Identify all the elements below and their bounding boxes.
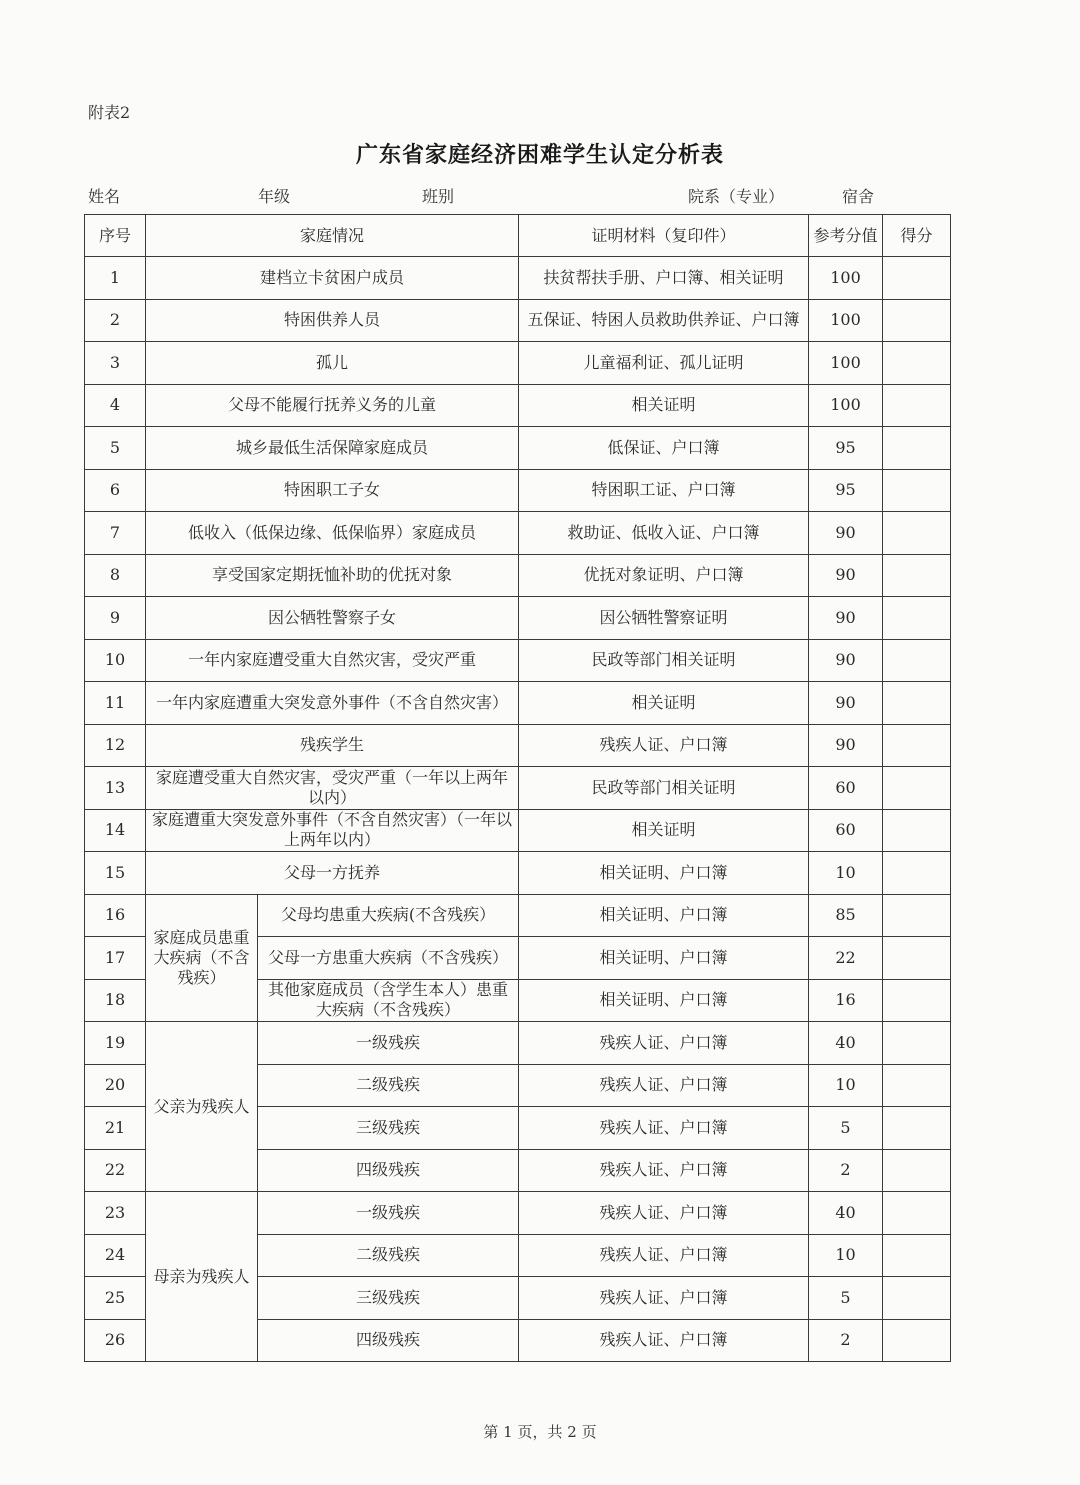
situation-cell: 因公牺牲警察子女 <box>146 597 519 640</box>
result-cell[interactable] <box>883 257 951 300</box>
table-row <box>85 384 951 427</box>
proof-cell: 残疾人证、户口簿 <box>519 1234 809 1277</box>
proof-cell: 残疾人证、户口簿 <box>519 1064 809 1107</box>
result-cell[interactable] <box>883 682 951 725</box>
situation-cell: 二级残疾 <box>258 1064 519 1107</box>
row-number: 12 <box>85 724 146 767</box>
score-cell: 10 <box>809 1064 883 1107</box>
proof-cell: 相关证明 <box>519 809 809 852</box>
score-cell: 90 <box>809 554 883 597</box>
row-number: 21 <box>85 1107 146 1150</box>
score-cell: 100 <box>809 342 883 385</box>
result-cell[interactable] <box>883 1107 951 1150</box>
situation-cell: 建档立卡贫困户成员 <box>146 257 519 300</box>
proof-cell: 因公牺牲警察证明 <box>519 597 809 640</box>
proof-cell: 民政等部门相关证明 <box>519 639 809 682</box>
result-cell[interactable] <box>883 342 951 385</box>
header-proof: 证明材料（复印件） <box>519 215 809 257</box>
group-label: 父亲为残疾人 <box>146 1022 258 1192</box>
row-number: 2 <box>85 299 146 342</box>
situation-cell: 一级残疾 <box>258 1192 519 1235</box>
proof-cell: 优抚对象证明、户口簿 <box>519 554 809 597</box>
row-number: 5 <box>85 427 146 470</box>
result-cell[interactable] <box>883 554 951 597</box>
row-number: 16 <box>85 894 146 937</box>
result-cell[interactable] <box>883 384 951 427</box>
situation-cell: 家庭遭受重大自然灾害，受灾严重（一年以上两年以内） <box>146 767 519 810</box>
score-cell: 100 <box>809 299 883 342</box>
table-row <box>85 724 951 767</box>
table-row <box>85 342 951 385</box>
row-number: 3 <box>85 342 146 385</box>
situation-cell: 残疾学生 <box>146 724 519 767</box>
table-row <box>85 597 951 640</box>
group-label: 母亲为残疾人 <box>146 1192 258 1362</box>
proof-cell: 民政等部门相关证明 <box>519 767 809 810</box>
row-number: 23 <box>85 1192 146 1235</box>
score-cell: 85 <box>809 894 883 937</box>
situation-cell: 特困职工子女 <box>146 469 519 512</box>
result-cell[interactable] <box>883 639 951 682</box>
situation-cell: 父母不能履行抚养义务的儿童 <box>146 384 519 427</box>
row-number: 13 <box>85 767 146 810</box>
proof-cell: 残疾人证、户口簿 <box>519 1192 809 1235</box>
situation-cell: 父母均患重大疾病(不含残疾） <box>258 894 519 937</box>
name-label: 姓名 <box>88 187 121 206</box>
result-cell[interactable] <box>883 1277 951 1320</box>
proof-cell: 扶贫帮扶手册、户口簿、相关证明 <box>519 257 809 300</box>
result-cell[interactable] <box>883 299 951 342</box>
row-number: 11 <box>85 682 146 725</box>
result-cell[interactable] <box>883 894 951 937</box>
table-row <box>85 1192 951 1235</box>
situation-cell: 三级残疾 <box>258 1277 519 1320</box>
proof-cell: 残疾人证、户口簿 <box>519 1277 809 1320</box>
row-number: 8 <box>85 554 146 597</box>
row-number: 24 <box>85 1234 146 1277</box>
score-cell: 40 <box>809 1022 883 1065</box>
header-score: 参考分值 <box>809 215 883 257</box>
table-row <box>85 852 951 895</box>
situation-cell: 三级残疾 <box>258 1107 519 1150</box>
row-number: 6 <box>85 469 146 512</box>
score-cell: 5 <box>809 1107 883 1150</box>
situation-cell: 孤儿 <box>146 342 519 385</box>
result-cell[interactable] <box>883 852 951 895</box>
grade-label: 年级 <box>258 187 291 206</box>
score-cell: 100 <box>809 384 883 427</box>
situation-cell: 一年内家庭遭受重大自然灾害，受灾严重 <box>146 639 519 682</box>
result-cell[interactable] <box>883 1064 951 1107</box>
situation-cell: 家庭遭重大突发意外事件（不含自然灾害）（一年以上两年以内） <box>146 809 519 852</box>
score-cell: 95 <box>809 427 883 470</box>
table-row <box>85 682 951 725</box>
score-cell: 60 <box>809 767 883 810</box>
score-cell: 90 <box>809 724 883 767</box>
table-row <box>85 469 951 512</box>
score-cell: 90 <box>809 639 883 682</box>
score-cell: 16 <box>809 979 883 1022</box>
annex-label: 附表2 <box>88 103 131 122</box>
page-title: 广东省家庭经济困难学生认定分析表 <box>355 142 724 168</box>
header-situation: 家庭情况 <box>146 215 519 257</box>
situation-cell: 父母一方患重大疾病（不含残疾） <box>258 937 519 980</box>
situation-cell: 四级残疾 <box>258 1149 519 1192</box>
table-row <box>85 257 951 300</box>
situation-cell: 二级残疾 <box>258 1234 519 1277</box>
result-cell[interactable] <box>883 724 951 767</box>
dorm-label: 宿舍 <box>842 187 875 206</box>
score-cell: 2 <box>809 1149 883 1192</box>
score-cell: 90 <box>809 512 883 555</box>
row-number: 10 <box>85 639 146 682</box>
table-row <box>85 809 951 852</box>
situation-cell: 享受国家定期抚恤补助的优抚对象 <box>146 554 519 597</box>
row-number: 9 <box>85 597 146 640</box>
situation-cell: 低收入（低保边缘、低保临界）家庭成员 <box>146 512 519 555</box>
row-number: 15 <box>85 852 146 895</box>
result-cell[interactable] <box>883 1192 951 1235</box>
score-cell: 5 <box>809 1277 883 1320</box>
situation-cell: 父母一方抚养 <box>146 852 519 895</box>
table-row <box>85 1022 951 1065</box>
proof-cell: 相关证明、户口簿 <box>519 937 809 980</box>
table-row <box>85 427 951 470</box>
page-footer: 第 1 页，共 2 页 <box>483 1423 597 1441</box>
row-number: 17 <box>85 937 146 980</box>
row-number: 1 <box>85 257 146 300</box>
row-number: 20 <box>85 1064 146 1107</box>
result-cell[interactable] <box>883 1234 951 1277</box>
score-cell: 10 <box>809 852 883 895</box>
proof-cell: 残疾人证、户口簿 <box>519 1022 809 1065</box>
proof-cell: 相关证明 <box>519 384 809 427</box>
header-no: 序号 <box>85 215 146 257</box>
result-cell[interactable] <box>883 979 951 1022</box>
result-cell[interactable] <box>883 1022 951 1065</box>
result-cell[interactable] <box>883 597 951 640</box>
score-cell: 100 <box>809 257 883 300</box>
assessment-table <box>84 214 951 1362</box>
class-label: 班别 <box>422 187 455 206</box>
score-cell: 90 <box>809 597 883 640</box>
score-cell: 95 <box>809 469 883 512</box>
result-cell[interactable] <box>883 512 951 555</box>
row-number: 7 <box>85 512 146 555</box>
table-row <box>85 299 951 342</box>
score-cell: 40 <box>809 1192 883 1235</box>
score-cell: 22 <box>809 937 883 980</box>
proof-cell: 儿童福利证、孤儿证明 <box>519 342 809 385</box>
score-cell: 60 <box>809 809 883 852</box>
department-label: 院系（专业） <box>688 187 785 206</box>
table-row <box>85 767 951 810</box>
row-number: 14 <box>85 809 146 852</box>
table-row <box>85 639 951 682</box>
proof-cell: 相关证明、户口簿 <box>519 852 809 895</box>
proof-cell: 残疾人证、户口簿 <box>519 1107 809 1150</box>
table-row <box>85 512 951 555</box>
situation-cell: 城乡最低生活保障家庭成员 <box>146 427 519 470</box>
header-row <box>85 215 951 257</box>
proof-cell: 相关证明 <box>519 682 809 725</box>
situation-cell: 一年内家庭遭重大突发意外事件（不含自然灾害） <box>146 682 519 725</box>
proof-cell: 相关证明、户口簿 <box>519 894 809 937</box>
result-cell[interactable] <box>883 469 951 512</box>
result-cell[interactable] <box>883 809 951 852</box>
row-number: 22 <box>85 1149 146 1192</box>
row-number: 18 <box>85 979 146 1022</box>
row-number: 19 <box>85 1022 146 1065</box>
proof-cell: 残疾人证、户口簿 <box>519 724 809 767</box>
result-cell[interactable] <box>883 1319 951 1362</box>
score-cell: 2 <box>809 1319 883 1362</box>
proof-cell: 救助证、低收入证、户口簿 <box>519 512 809 555</box>
row-number: 26 <box>85 1319 146 1362</box>
proof-cell: 低保证、户口簿 <box>519 427 809 470</box>
proof-cell: 残疾人证、户口簿 <box>519 1149 809 1192</box>
result-cell[interactable] <box>883 1149 951 1192</box>
result-cell[interactable] <box>883 767 951 810</box>
situation-cell: 特困供养人员 <box>146 299 519 342</box>
header-result: 得分 <box>883 215 951 257</box>
result-cell[interactable] <box>883 427 951 470</box>
proof-cell: 相关证明、户口簿 <box>519 979 809 1022</box>
proof-cell: 五保证、特困人员救助供养证、户口簿 <box>519 299 809 342</box>
row-number: 25 <box>85 1277 146 1320</box>
table-row <box>85 894 951 937</box>
group-label: 家庭成员患重大疾病（不含残疾） <box>146 894 258 1022</box>
proof-cell: 残疾人证、户口簿 <box>519 1319 809 1362</box>
proof-cell: 特困职工证、户口簿 <box>519 469 809 512</box>
situation-cell: 四级残疾 <box>258 1319 519 1362</box>
result-cell[interactable] <box>883 937 951 980</box>
score-cell: 90 <box>809 682 883 725</box>
table-row <box>85 554 951 597</box>
score-cell: 10 <box>809 1234 883 1277</box>
row-number: 4 <box>85 384 146 427</box>
situation-cell: 一级残疾 <box>258 1022 519 1065</box>
situation-cell: 其他家庭成员（含学生本人）患重大疾病（不含残疾） <box>258 979 519 1022</box>
